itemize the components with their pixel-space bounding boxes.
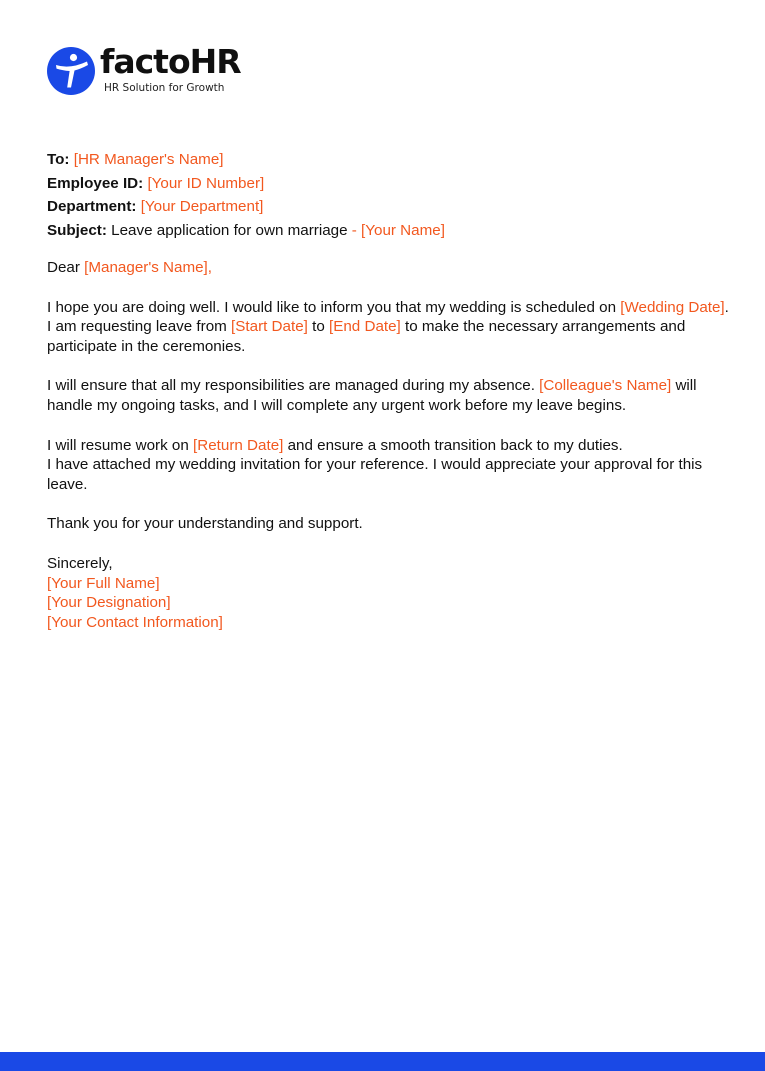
salutation <box>47 258 737 278</box>
p2-text-2: will handle my ongoing tasks, and I will complete any urgent work before my leave begins. <box>47 377 697 414</box>
leave-letter <box>47 148 737 632</box>
contact-placeholder: [Your Contact Information] <box>47 613 223 631</box>
paragraph-return <box>47 436 737 495</box>
p3-text-2: and ensure a smooth transition back to my duties. <box>287 436 623 454</box>
salutation-text: Dear <box>47 259 80 276</box>
designation-placeholder: [Your Designation] <box>47 594 171 612</box>
employee-id-label: Employee ID: <box>47 174 144 192</box>
to-line <box>47 148 737 172</box>
signature-block <box>47 554 737 632</box>
manager-name-placeholder: [Manager's Name], <box>84 259 212 276</box>
letter-header <box>47 148 737 242</box>
department-line <box>47 195 737 219</box>
colleague-name-placeholder: [Colleague's Name] <box>539 377 672 395</box>
to-placeholder: [HR Manager's Name] <box>73 151 224 168</box>
p2-text-1: I will ensure that all my responsibilities are managed during my absence. <box>47 377 535 395</box>
paragraph-responsibilities <box>47 376 737 415</box>
footer-bar <box>0 1052 765 1071</box>
employee-id-placeholder: [Your ID Number] <box>147 174 265 192</box>
start-date-placeholder: [Start Date] <box>231 318 308 336</box>
department-placeholder: [Your Department] <box>140 198 264 215</box>
brand-name: factoHR <box>100 42 241 81</box>
subject-text: Leave application for own marriage <box>111 221 348 239</box>
return-date-placeholder: [Return Date] <box>193 436 284 454</box>
subject-placeholder: - [Your Name] <box>351 221 445 239</box>
end-date-placeholder: [End Date] <box>329 318 401 336</box>
brand-tagline: HR Solution for Growth <box>104 82 225 94</box>
p1-text-1: I hope you are doing well. I would like to inform you that my wedding is scheduled on <box>47 298 617 316</box>
employee-id-line <box>47 172 737 196</box>
p1-text-2: . I am requesting leave from <box>47 298 729 336</box>
subject-line <box>47 219 737 243</box>
p1-text-4: to make the necessary arrangements and participate in the ceremonies. <box>47 318 686 355</box>
closing-text: Sincerely, <box>47 554 113 572</box>
paragraph-thanks: Thank you for your understanding and support. <box>47 515 363 533</box>
department-label: Department: <box>47 198 137 215</box>
full-name-placeholder: [Your Full Name] <box>47 574 160 592</box>
subject-label: Subject: <box>47 221 107 239</box>
p3-text-1: I will resume work on <box>47 436 189 454</box>
p3-text-3: I have attached my wedding invitation for your reference. I would appreciate your approval for this leave. <box>47 456 703 493</box>
to-label: To: <box>47 151 70 168</box>
paragraph-wedding-dates <box>47 298 737 357</box>
person-circle-icon <box>47 47 95 95</box>
p1-text-3: to <box>312 318 325 336</box>
wedding-date-placeholder: [Wedding Date] <box>620 298 725 316</box>
